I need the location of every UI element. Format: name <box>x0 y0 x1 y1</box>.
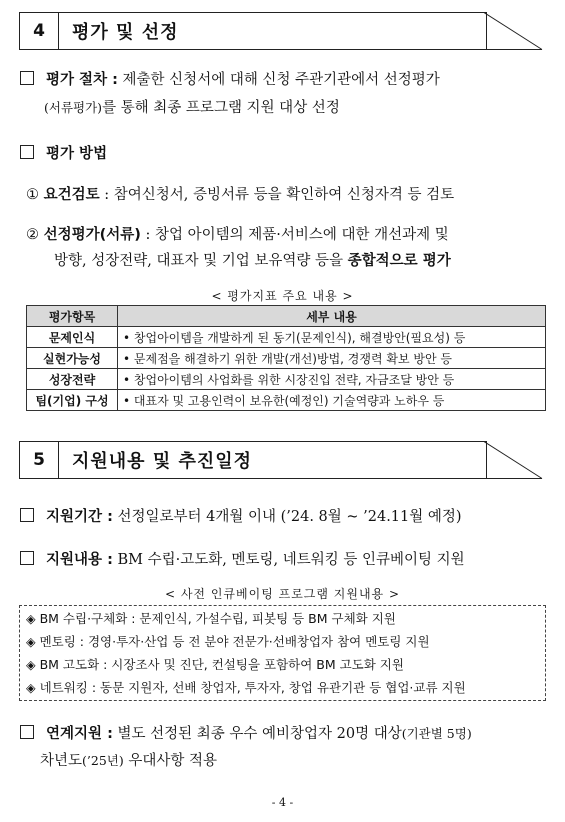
program-box <box>19 605 546 701</box>
section-title: 평가 및 선정 <box>72 22 179 43</box>
table-row <box>27 369 546 390</box>
section-4-header <box>19 12 487 50</box>
section-number: 4 <box>20 13 59 49</box>
table-cell-item: 실현가능성 <box>27 348 118 369</box>
checkbox-icon <box>20 508 34 522</box>
section-header-diagonal <box>484 441 544 479</box>
program-box-caption: < 사전 인큐베이팅 프로그램 지원내용 > <box>164 587 401 601</box>
linked-support-line2: 차년도(’25년) 우대사항 적용 <box>40 753 218 769</box>
eval-procedure-text: 제출한 신청서에 대해 신청 주관기관에서 선정평가 <box>122 72 440 88</box>
checkbox-icon <box>20 551 34 565</box>
table-header-row <box>27 306 546 327</box>
checkbox-icon <box>20 145 34 159</box>
list-item: ◈ 네트워킹 : 동문 지원자, 선배 창업자, 투자자, 창업 유관기관 등 협업·교류 지원 <box>26 680 466 695</box>
eval-procedure-label: 평가 절차 : <box>46 72 118 88</box>
support-period: 지원기간 : 선정일로부터 4개월 이내 (’24. 8월 ~ ’24.11월 예정) <box>20 505 462 526</box>
table-header: 세부 내용 <box>118 306 546 327</box>
checkbox-icon <box>20 725 34 739</box>
section-header-diagonal <box>484 12 544 50</box>
table-row <box>27 390 546 411</box>
linked-support-line1: 연계지원 : 별도 선정된 최종 우수 예비창업자 20명 대상(기관별 5명) <box>20 722 472 743</box>
eval-table <box>26 305 546 411</box>
list-item: ◈ BM 고도화 : 시장조사 및 진단, 컨설팅을 포함하여 BM 고도화 지원 <box>26 657 404 672</box>
page-number: - 4 - <box>271 796 294 809</box>
table-cell-detail: • 창업아이템의 사업화를 위한 시장진입 전략, 자금조달 방안 등 <box>118 369 546 390</box>
list-item: ◈ BM 수립·구체화 : 문제인식, 가설수립, 피봇팅 등 BM 구체화 지원 <box>26 611 396 626</box>
section-title: 지원내용 및 추진일정 <box>72 451 253 472</box>
table-header: 평가항목 <box>27 306 118 327</box>
table-cell-detail: • 문제점을 해결하기 위한 개발(개선)방법, 경쟁력 확보 방안 등 <box>118 348 546 369</box>
eval-procedure-line1 <box>20 68 440 89</box>
table-row <box>27 348 546 369</box>
eval-procedure-line2: (서류평가)를 통해 최종 프로그램 지원 대상 선정 <box>44 100 340 116</box>
table-cell-item: 팀(기업) 구성 <box>27 390 118 411</box>
table-row <box>27 327 546 348</box>
section-5-header <box>19 441 487 479</box>
table-cell-detail: • 창업아이템을 개발하게 된 동기(문제인식), 해결방안(필요성) 등 <box>118 327 546 348</box>
method-item-2-line2: 방향, 성장전략, 대표자 및 기업 보유역량 등을 종합적으로 평가 <box>54 253 451 269</box>
method-item-1: ① 요건검토 : 참여신청서, 증빙서류 등을 확인하여 신청자격 등 검토 <box>26 187 455 203</box>
eval-table-caption: < 평가지표 주요 내용 > <box>211 289 354 303</box>
list-item: ◈ 멘토링 : 경영·투자·산업 등 전 분야 전문가·선배창업자 참여 멘토링 지원 <box>26 634 430 649</box>
table-cell-item: 문제인식 <box>27 327 118 348</box>
checkbox-icon <box>20 71 34 85</box>
table-cell-detail: • 대표자 및 고용인력이 보유한(예정인) 기술역량과 노하우 등 <box>118 390 546 411</box>
section-number: 5 <box>20 442 59 478</box>
support-content: 지원내용 : BM 수립·고도화, 멘토링, 네트워킹 등 인큐베이팅 지원 <box>20 548 465 569</box>
eval-method-heading: 평가 방법 <box>20 142 107 163</box>
table-cell-item: 성장전략 <box>27 369 118 390</box>
method-item-2: ② 선정평가(서류) : 창업 아이템의 제품·서비스에 대한 개선과제 및 <box>26 227 449 243</box>
